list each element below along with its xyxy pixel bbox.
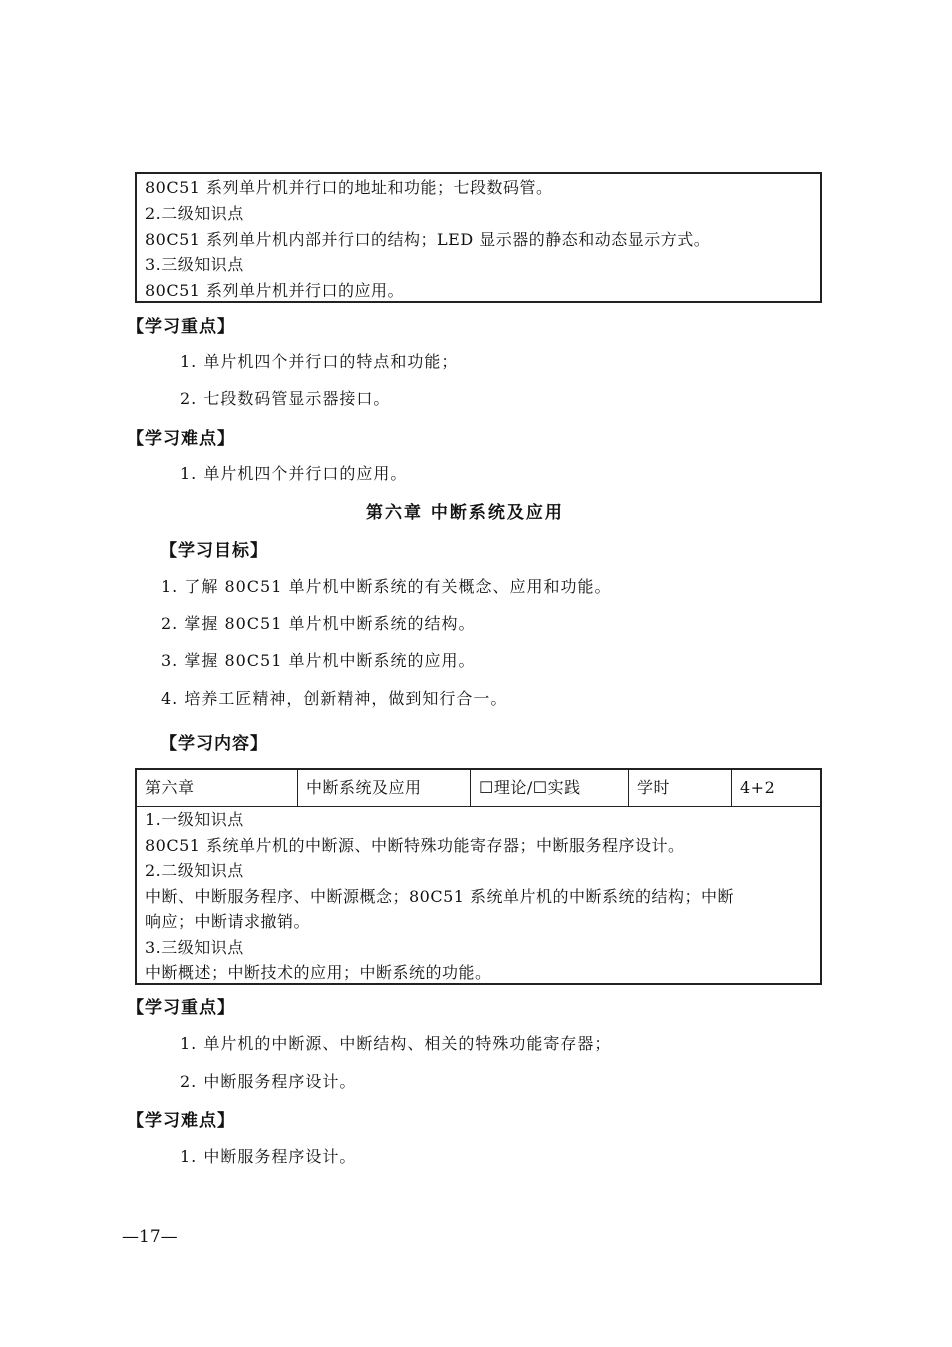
key-points-heading: 【学习重点】 bbox=[127, 998, 235, 1018]
page-number: —17— bbox=[122, 1227, 178, 1247]
table-line: 2.二级知识点 bbox=[145, 861, 244, 880]
knowledge-line: 3.三级知识点 bbox=[145, 255, 244, 274]
knowledge-points-box bbox=[135, 172, 822, 303]
table-cell-title: 中断系统及应用 bbox=[298, 770, 471, 806]
table-cell-hours-value: 4+2 bbox=[740, 778, 776, 797]
difficulty-heading: 【学习难点】 bbox=[127, 1111, 235, 1131]
table-line: 中断概述；中断技术的应用；中断系统的功能。 bbox=[145, 963, 492, 982]
goal-item: 3. 掌握 80C51 单片机中断系统的应用。 bbox=[161, 651, 476, 670]
goal-item: 2. 掌握 80C51 单片机中断系统的结构。 bbox=[161, 614, 476, 633]
goals-heading: 【学习目标】 bbox=[160, 541, 268, 561]
content-heading: 【学习内容】 bbox=[160, 734, 268, 754]
table-cell-hours-label: 学时 bbox=[629, 770, 732, 806]
table-line: 80C51 系统单片机的中断源、中断特殊功能寄存器；中断服务程序设计。 bbox=[145, 836, 685, 855]
key-point-item: 2. 七段数码管显示器接口。 bbox=[180, 389, 391, 408]
knowledge-line: 80C51 系列单片机并行口的应用。 bbox=[145, 281, 405, 300]
key-points-heading: 【学习重点】 bbox=[127, 317, 235, 337]
table-cell-chapter: 第六章 bbox=[137, 770, 298, 806]
table-header-row bbox=[137, 770, 820, 807]
difficulty-item: 1. 中断服务程序设计。 bbox=[180, 1147, 357, 1166]
knowledge-line: 80C51 系列单片机并行口的地址和功能；七段数码管。 bbox=[145, 178, 553, 197]
table-cell-type: ☐理论/☐实践 bbox=[471, 770, 629, 806]
goal-item: 4. 培养工匠精神，创新精神，做到知行合一。 bbox=[161, 689, 508, 708]
table-line: 响应；中断请求撤销。 bbox=[145, 912, 311, 931]
table-line: 中断、中断服务程序、中断源概念；80C51 系统单片机的中断系统的结构；中断 bbox=[145, 887, 735, 906]
key-point-item: 2. 中断服务程序设计。 bbox=[180, 1072, 357, 1091]
difficulty-heading: 【学习难点】 bbox=[127, 429, 235, 449]
knowledge-line: 80C51 系列单片机内部并行口的结构；LED 显示器的静态和动态显示方式。 bbox=[145, 230, 711, 249]
table-line: 1.一级知识点 bbox=[145, 810, 244, 829]
table-line: 3.三级知识点 bbox=[145, 938, 244, 957]
difficulty-item: 1. 单片机四个并行口的应用。 bbox=[180, 464, 408, 483]
knowledge-line: 2.二级知识点 bbox=[145, 204, 244, 223]
key-point-item: 1. 单片机四个并行口的特点和功能； bbox=[180, 352, 459, 371]
key-point-item: 1. 单片机的中断源、中断结构、相关的特殊功能寄存器； bbox=[180, 1034, 612, 1053]
content-table bbox=[135, 768, 822, 985]
goal-item: 1. 了解 80C51 单片机中断系统的有关概念、应用和功能。 bbox=[161, 577, 612, 596]
chapter-title: 第六章 中断系统及应用 bbox=[366, 503, 564, 523]
